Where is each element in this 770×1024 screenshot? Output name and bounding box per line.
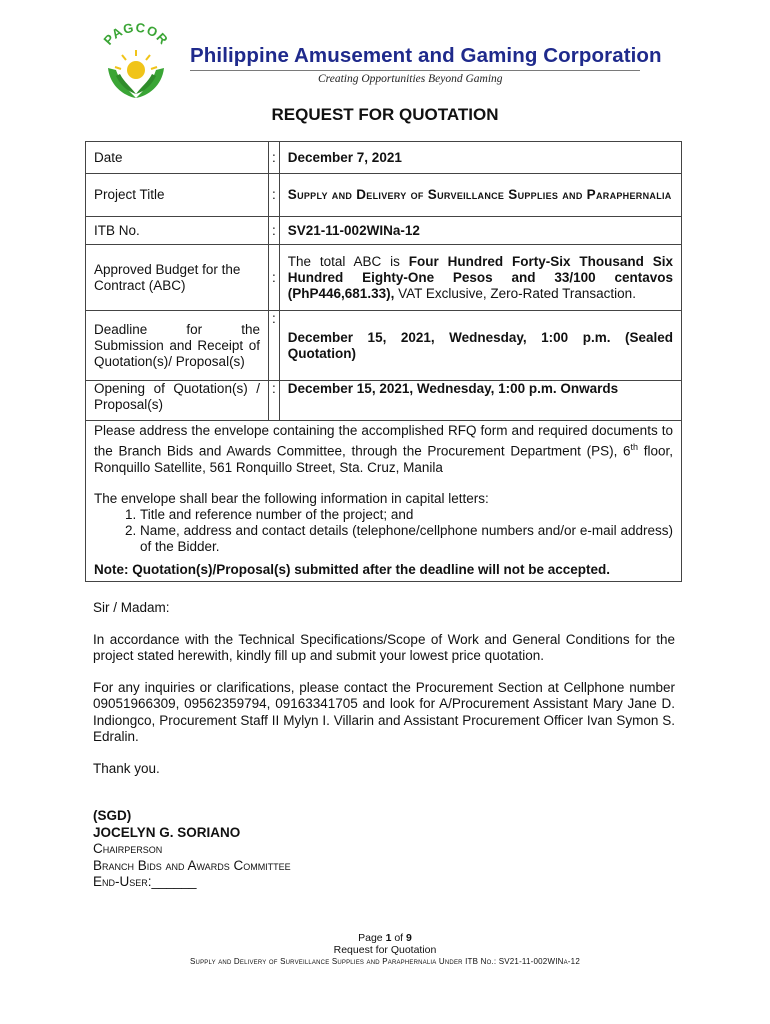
svg-text:PAGCOR bbox=[100, 20, 171, 48]
signatory-position: Chairperson bbox=[93, 841, 163, 856]
submission-instructions bbox=[86, 421, 682, 582]
deadline-value: December 15, 2021, Wednesday, 1:00 p.m. (Sealed Quotation) bbox=[279, 311, 681, 381]
row-colon: : bbox=[269, 245, 280, 311]
envelope-intro: The envelope shall bear the following information in capital letters: bbox=[94, 490, 489, 506]
row-colon: : bbox=[269, 142, 280, 174]
salutation: Sir / Madam: bbox=[93, 600, 170, 615]
rfq-info-table bbox=[85, 141, 682, 582]
abc-amount: Four Hundred Forty-Six Thousand Six Hundred Eighty-One Pesos and 33/100 centavos (PhP446,681.33), bbox=[287, 253, 674, 301]
abc-intro: The total ABC is bbox=[287, 253, 409, 269]
address-text: Please address the envelope containing the accomplished RFQ form and required documents to the Branch Bids and Awards Committee, through the Procurement Department (PS), 6 bbox=[94, 423, 673, 459]
letterhead bbox=[94, 20, 662, 90]
table-row-instructions bbox=[86, 421, 682, 582]
page-of: of bbox=[391, 932, 407, 944]
list-item: 1. Title and reference number of the project; and bbox=[140, 507, 673, 523]
body-paragraph-2: For any inquiries or clarifications, please contact the Procurement Section at Cellphone number 09051966309, 09562359794, 09163341705 and look for A/Procurement Assistant Mary Jane D. Indiongco, Procurement Staff II Mylyn I. Villarin and Assistant Procurement Officer Ivan Symon S. Edralin. bbox=[93, 679, 675, 744]
table-row-deadline bbox=[86, 311, 682, 381]
abc-vat-note: VAT Exclusive, Zero-Rated Transaction. bbox=[394, 285, 636, 301]
row-colon: : bbox=[269, 381, 280, 421]
page-number bbox=[0, 932, 770, 944]
table-row-date bbox=[86, 142, 682, 174]
date-value: December 7, 2021 bbox=[279, 142, 681, 174]
document-title: REQUEST FOR QUOTATION bbox=[271, 105, 499, 124]
footer-subtitle: Supply and Delivery of Surveillance Supplies and Paraphernalia Under ITB No.: SV21-11-002WINa-12 bbox=[190, 957, 580, 966]
page-footer bbox=[0, 932, 770, 968]
body-paragraph-1: In accordance with the Technical Specifications/Scope of Work and General Conditions for the project stated herewith, kindly fill up and submit your lowest price quotation. bbox=[93, 631, 675, 663]
total-pages: 9 bbox=[406, 932, 412, 944]
abc-value bbox=[279, 245, 681, 311]
signatory-committee: Branch Bids and Awards Committee bbox=[93, 857, 291, 873]
row-colon: : bbox=[269, 174, 280, 217]
row-label: Opening of Quotation(s) / Proposal(s) bbox=[86, 381, 269, 421]
current-page: 1 bbox=[385, 932, 392, 944]
letter-body bbox=[93, 600, 675, 777]
opening-value: December 15, 2021, Wednesday, 1:00 p.m. Onwards bbox=[279, 381, 681, 421]
organization-name: Philippine Amusement and Gaming Corporation bbox=[190, 44, 662, 67]
row-label: Date bbox=[86, 142, 269, 174]
organization-tagline: Creating Opportunities Beyond Gaming bbox=[318, 73, 503, 85]
row-label: Approved Budget for the Contract (ABC) bbox=[86, 245, 269, 311]
signed-mark: (SGD) bbox=[93, 808, 132, 823]
table-row-abc bbox=[86, 245, 682, 311]
itb-number-value: SV21-11-002WINa-12 bbox=[279, 217, 681, 245]
list-item: 2. Name, address and contact details (telephone/cellphone numbers and/or e-mail address) of the Bidder. bbox=[140, 523, 673, 555]
address-text-end: floor, Ronquillo Satellite, 561 Ronquillo Street, Sta. Cruz, Manila bbox=[94, 443, 673, 475]
footer-doc-name: Request for Quotation bbox=[333, 944, 437, 956]
row-label: ITB No. bbox=[86, 217, 269, 245]
row-colon: : bbox=[269, 217, 280, 245]
end-user-line: End-User:______ bbox=[93, 874, 197, 889]
signatory-name: JOCELYN G. SORIANO bbox=[93, 824, 241, 840]
table-row-opening bbox=[86, 381, 682, 421]
envelope-info-list bbox=[94, 507, 673, 555]
ordinal-suffix: th bbox=[630, 442, 639, 452]
row-colon: : bbox=[269, 311, 280, 381]
row-label: Deadline for the Submission and Receipt of Quotation(s)/ Proposal(s) bbox=[86, 311, 269, 381]
table-row-itb-no bbox=[86, 217, 682, 245]
table-row-project-title bbox=[86, 174, 682, 217]
signature-block bbox=[93, 808, 291, 891]
row-label: Project Title bbox=[86, 174, 269, 217]
letterhead-divider bbox=[190, 70, 640, 71]
closing: Thank you. bbox=[93, 760, 160, 776]
project-title-value: Supply and Delivery of Surveillance Supplies and Paraphernalia bbox=[279, 174, 681, 217]
address-paragraph bbox=[94, 423, 673, 476]
page-prefix: Page bbox=[358, 932, 386, 944]
logo-lettering: PAGCOR bbox=[100, 20, 172, 48]
deadline-note: Note: Quotation(s)/Proposal(s) submitted after the deadline will not be accepted. bbox=[94, 561, 611, 577]
pagcor-logo bbox=[94, 20, 178, 104]
